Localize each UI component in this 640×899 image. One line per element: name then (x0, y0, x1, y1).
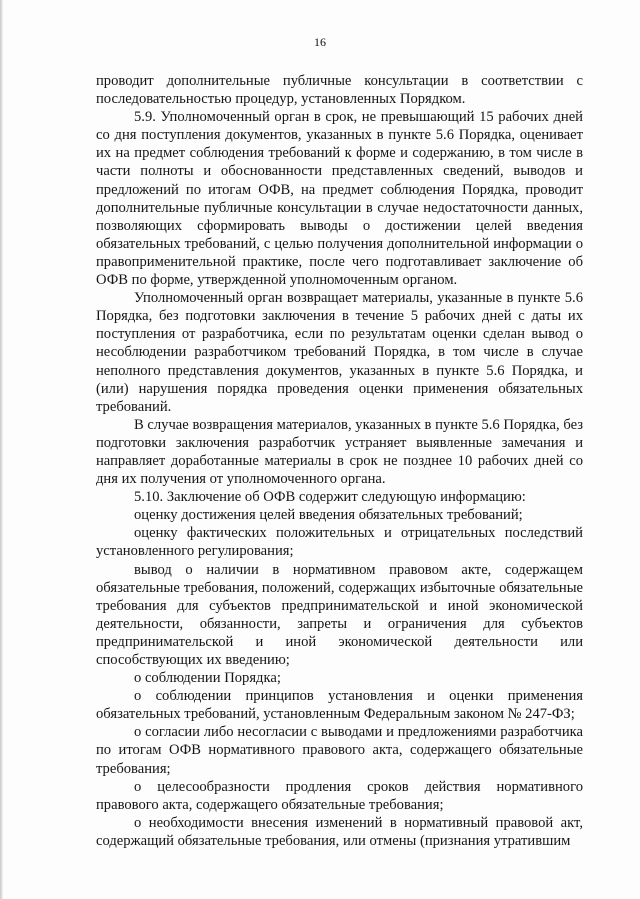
paragraph-5-9: 5.9. Уполномоченный орган в срок, не превышающий 15 рабочих дней со дня поступления документов, указанных в пункте 5.6 Порядка, оценивает их на предмет соблюдения требований к форме и содержанию, в том числе в части полноты и обоснованности представленных сведений, выводов и предложений по итогам ОФВ, на предмет соблюдения Порядка, проводит дополнительные публичные консультации в случае недостаточности данных, позволяющих сформировать выводы о достижении целей введения обязательных требований, с целью получения дополнительной информации о правоприменительной практике, после чего подготавливает заключение об ОФВ по форме, утвержденной уполномоченным органом. (96, 109, 583, 289)
page-number: 16 (314, 35, 326, 49)
list-item-amendments: о необходимости внесения изменений в нормативный правовой акт, содержащий обязательные требования, или отмены (признания утратившим (96, 814, 583, 849)
list-item-agreement: о согласии либо несогласии с выводами и предложениями разработчика по итогам ОФВ нормативного правового акта, содержащего обязательные требования; (96, 724, 583, 777)
paragraph-continuation: проводит дополнительные публичные консультации в соответствии с последовательностью процедур, установленных Порядком. (96, 73, 583, 108)
document-body (96, 72, 583, 850)
list-item-consequences: оценку фактических положительных и отрицательных последствий установленного регулирования; (96, 525, 583, 560)
list-item-principles: о соблюдении принципов установления и оценки применения обязательных требований, установленным Федеральным законом № 247-ФЗ; (96, 688, 583, 723)
list-item-extension: о целесообразности продления сроков действия нормативного правового акта, содержащего обязательные требования; (96, 778, 583, 813)
paragraph-return-materials: Уполномоченный орган возвращает материалы, указанные в пункте 5.6 Порядка, без подготовки заключения в течение 5 рабочих дней с даты их поступления от разработчика, если по результатам оценки сделан вывод о несоблюдении разработчиком требований Порядка, в том числе в случае неполного представления документов, указанных в пункте 5.6 Порядка, и (или) нарушения порядка проведения оценки применения обязательных требований. (96, 290, 583, 415)
list-item-excessive-requirements: вывод о наличии в нормативном правовом акте, содержащем обязательные требования, положений, содержащих избыточные обязательные требования для субъектов предпринимательской и иной экономической деятельности, обязанности, запреты и ограничения для субъектов предпринимательской и иной экономической деятельности или способствующих их введению; (96, 561, 583, 668)
paragraph-on-return: В случае возвращения материалов, указанных в пункте 5.6 Порядка, без подготовки заключения разработчик устраняет выявленные замечания и направляет доработанные материалы в срок не позднее 10 рабочих дней со дня их получения от уполномоченного органа. (96, 416, 583, 488)
scan-edge-shadow (0, 0, 3, 899)
list-item-procedure-compliance: о соблюдении Порядка; (134, 670, 281, 687)
paragraph-5-10: 5.10. Заключение об ОФВ содержит следующую информацию: (134, 489, 526, 506)
list-item-goals: оценку достижения целей введения обязательных требований; (134, 507, 523, 524)
